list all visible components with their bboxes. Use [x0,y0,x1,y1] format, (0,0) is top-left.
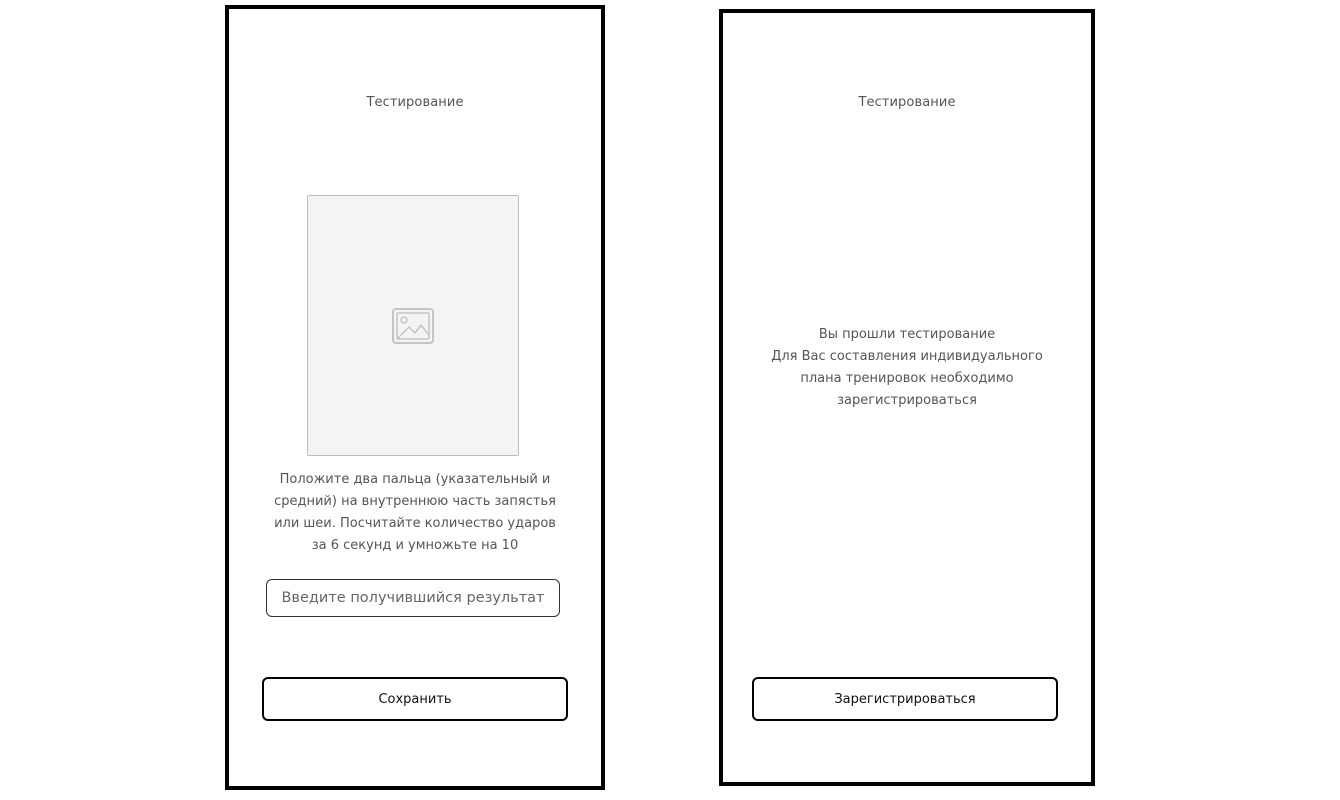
image-placeholder [307,195,519,456]
screen-title: Тестирование [858,95,956,110]
message-line: Для Вас составления индивидуального [771,349,1043,364]
instruction-line: средний) на внутреннюю часть запястья [274,494,556,509]
message-line: зарегистрироваться [837,393,977,408]
instruction-line: за 6 секунд и умножьте на 10 [311,538,519,553]
register-button[interactable]: Зарегистрироваться [752,677,1058,721]
image-placeholder-icon [392,308,434,344]
instruction-text [269,469,561,557]
phone-screen-completed [719,9,1095,786]
screen-title: Тестирование [366,95,464,110]
completion-message [763,324,1051,412]
message-line: Вы прошли тестирование [818,327,996,342]
instruction-line: Положите два пальца (указательный и [279,472,551,487]
result-input[interactable] [266,579,560,617]
phone-screen-testing [225,5,605,790]
save-button[interactable]: Сохранить [262,677,568,721]
message-line: плана тренировок необходимо [800,371,1014,386]
instruction-line: или шеи. Посчитайте количество ударов [274,516,556,531]
